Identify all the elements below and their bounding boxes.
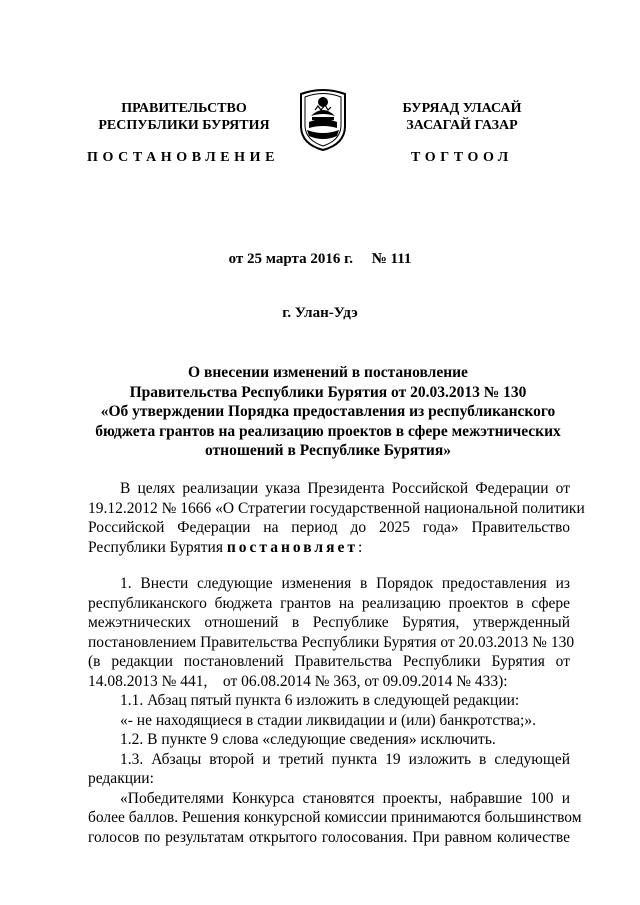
point-1-line: 1. Внести следующие изменения в Порядок предоставления из bbox=[120, 575, 570, 592]
sub-item-1-1: 1.1. Абзац пятый пункта 6 изложить в следующей редакции: bbox=[120, 692, 520, 709]
date-number-line: от 25 марта 2016 г. № 111 bbox=[228, 251, 412, 267]
quote-line: более баллов. Решения конкурсной комиссии принимаются большинством bbox=[88, 809, 582, 826]
point-1-paragraph bbox=[88, 574, 575, 691]
government-name-bua-line1: БУРЯАД УЛАСАЙ bbox=[402, 101, 522, 116]
quote-line: голосов по результатам открытого голосования. При равном количестве bbox=[88, 828, 570, 846]
document-type-bua: ТОГТООЛ bbox=[411, 150, 513, 165]
preamble-last-prefix: Республики Бурятия bbox=[88, 538, 227, 556]
resolves-keyword: постановляет bbox=[226, 538, 359, 556]
government-name-line1: ПРАВИТЕЛЬСТВО bbox=[121, 101, 247, 116]
preamble-line: 19.12.2012 № 1666 «О Стратегии государственной национальной политики bbox=[88, 499, 585, 517]
title-line: Правительства Республики Бурятия от 20.03.2013 № 130 bbox=[129, 383, 527, 401]
title-line: О внесении изменений в постановление bbox=[188, 364, 468, 381]
sub-item-1-3: 1.3. Абзацы второй и третий пункта 19 изложить в следующей bbox=[120, 750, 570, 768]
title-line: отношений в Республике Бурятия» bbox=[205, 442, 451, 459]
point-1-line: межэтнических отношений в Республике Бурятия, утвержденный bbox=[88, 614, 570, 631]
quote-line: «Победителями Конкурса становятся проекты, набравшие 100 и bbox=[120, 789, 570, 807]
sub-item-1-1-quote: «- не находящиеся в стадии ликвидации и (или) банкротства;». bbox=[120, 711, 536, 729]
point-1-line: 14.08.2013 № 441, от 06.08.2014 № 363, от 09.09.2014 № 433): bbox=[88, 672, 508, 690]
document-type-ru: ПОСТАНОВЛЕНИЕ bbox=[87, 150, 280, 165]
title-line: «Об утверждении Порядка предоставления из республиканского bbox=[100, 403, 556, 420]
preamble-line: В целях реализации указа Президента Российской Федерации от bbox=[120, 480, 570, 497]
preamble-line: Российской Федерации на период до 2025 года» Правительство bbox=[88, 519, 570, 536]
preamble-last-line bbox=[88, 538, 570, 558]
header-left-block bbox=[84, 100, 284, 134]
government-name-line2: РЕСПУБЛИКИ БУРЯТИЯ bbox=[98, 118, 270, 133]
title-line: бюджета грантов на реализацию проектов в сфере межэтнических bbox=[95, 422, 561, 440]
city-line: г. Улан-Удэ bbox=[282, 305, 358, 321]
coat-of-arms-icon bbox=[297, 86, 349, 152]
sub-item-1-2: 1.2. В пункте 9 слова «следующие сведения» исключить. bbox=[120, 731, 496, 748]
point-1-line: постановлением Правительства Республики Бурятия от 20.03.2013 № 130 bbox=[88, 633, 575, 651]
point-1-line: республиканского бюджета грантов на реализацию проектов в сфере bbox=[88, 594, 570, 612]
government-name-bua-line2: ЗАСАГАЙ ГАЗАР bbox=[406, 118, 518, 133]
point-1-line: (в редакции постановлений Правительства Республики Бурятия от bbox=[88, 653, 570, 670]
preamble-paragraph bbox=[88, 479, 585, 557]
sub-items bbox=[88, 691, 582, 847]
header-right-block bbox=[382, 100, 542, 134]
sub-item-1-3-cont: редакции: bbox=[88, 770, 154, 787]
preamble-last-suffix: : bbox=[358, 538, 363, 556]
document-title bbox=[88, 363, 568, 461]
